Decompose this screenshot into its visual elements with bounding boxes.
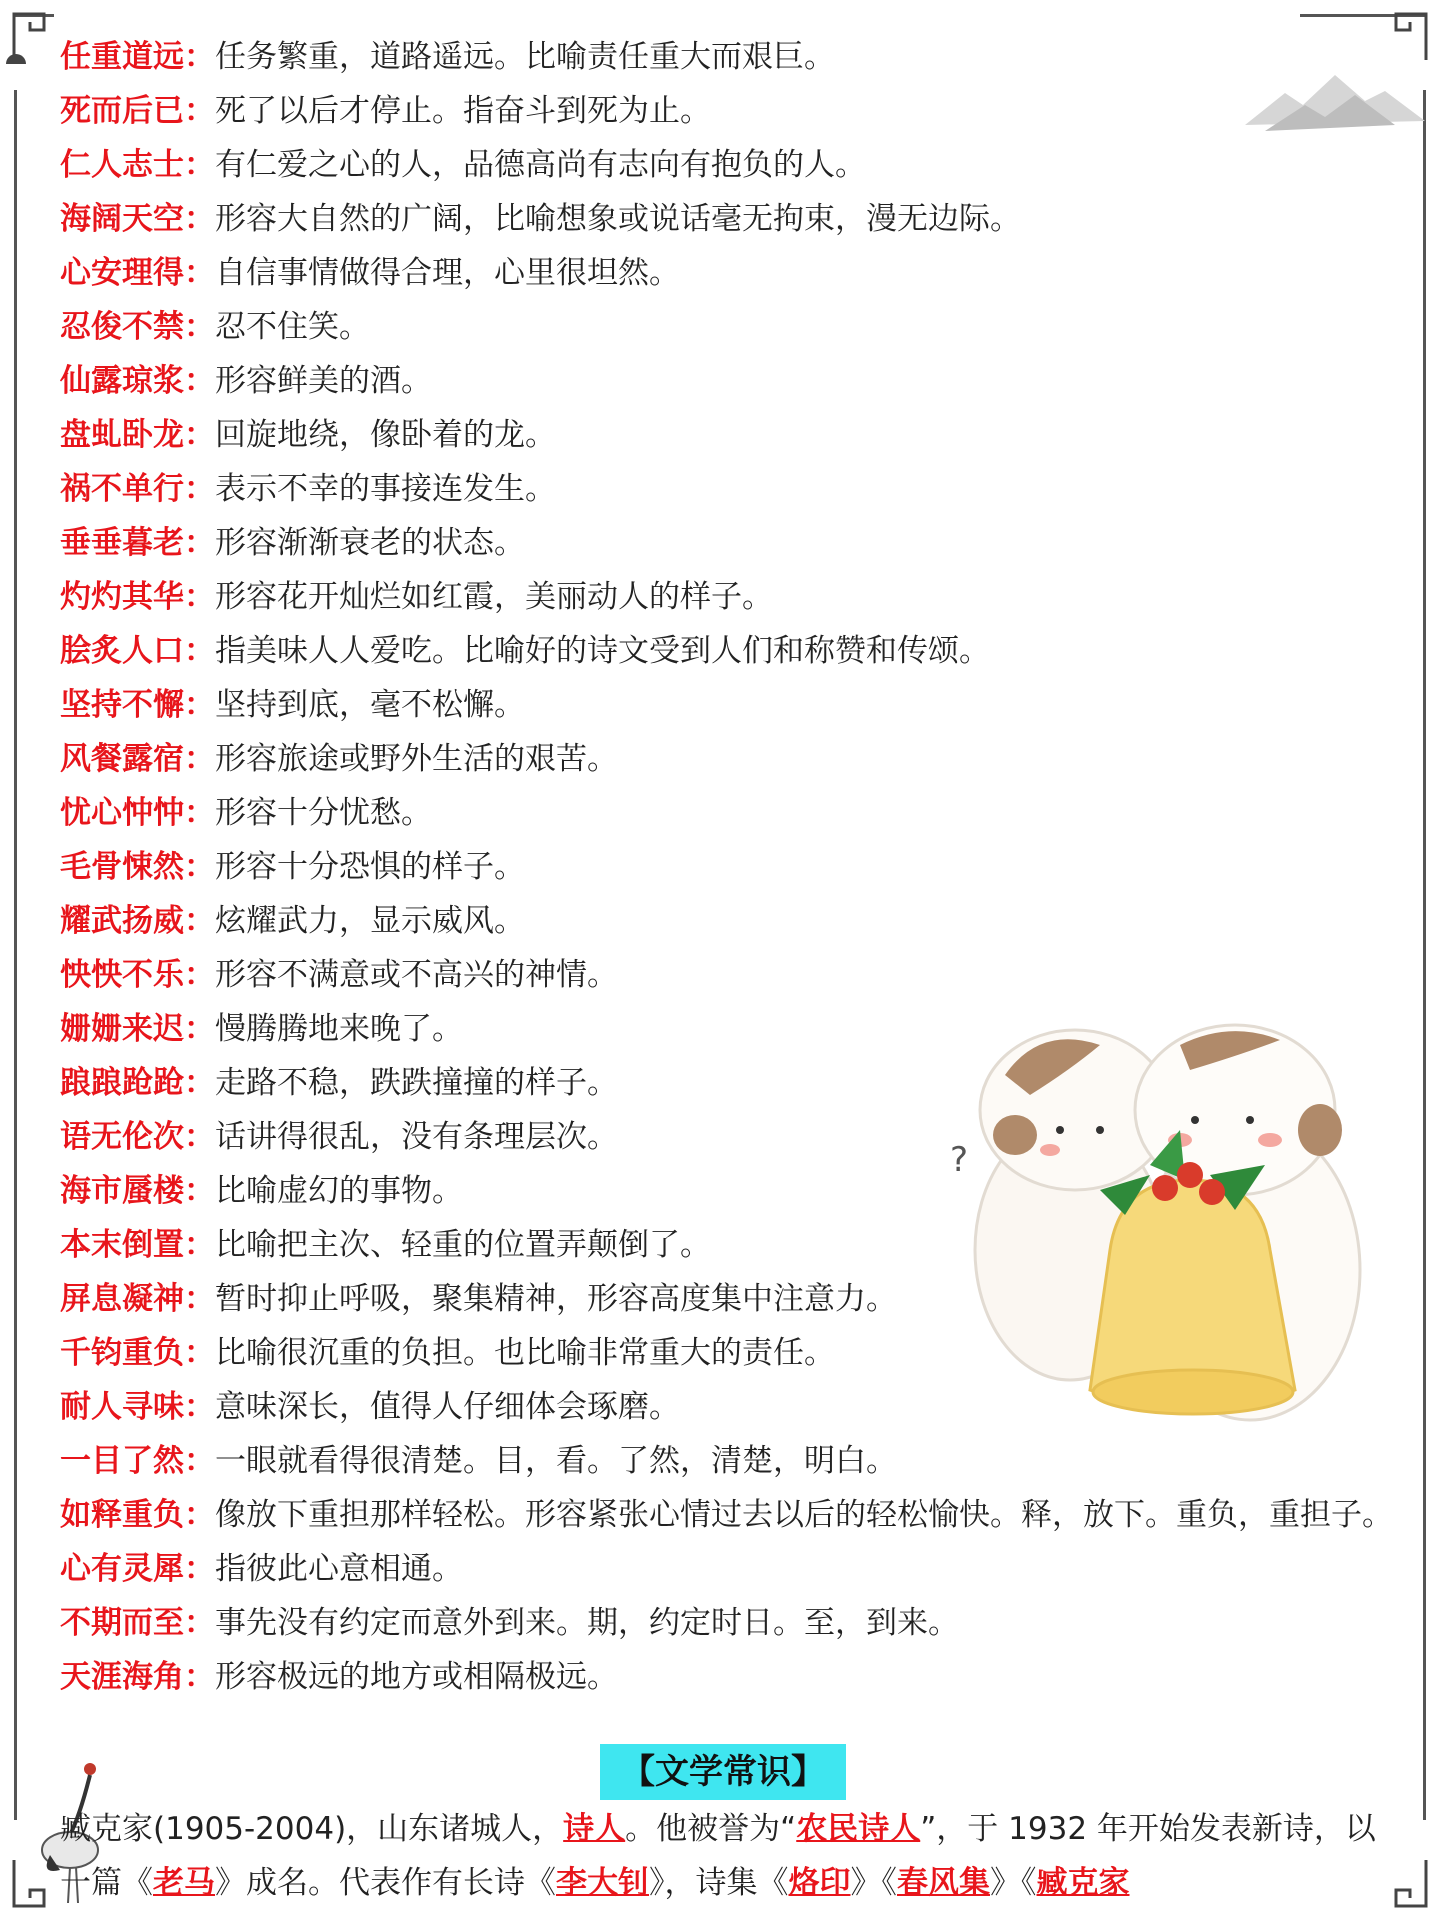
idiom-definition: 走路不稳，跌跌撞撞的样子。 bbox=[215, 1065, 618, 1101]
idiom-term: 如释重负 bbox=[60, 1497, 184, 1533]
idiom-separator: ： bbox=[184, 1065, 215, 1101]
idiom-entry bbox=[60, 300, 1400, 354]
idiom-entry bbox=[60, 1434, 1400, 1488]
idiom-separator: ： bbox=[184, 1389, 215, 1425]
idiom-definition: 形容不满意或不高兴的神情。 bbox=[215, 957, 618, 993]
idiom-entry bbox=[60, 462, 1400, 516]
idiom-entry bbox=[60, 786, 1400, 840]
idiom-term: 一目了然 bbox=[60, 1443, 184, 1479]
para-highlight: 臧克家 bbox=[1036, 1865, 1130, 1901]
idiom-separator: ： bbox=[184, 579, 215, 615]
idiom-term: 屏息凝神 bbox=[60, 1281, 184, 1317]
idiom-definition: 形容十分恐惧的样子。 bbox=[215, 849, 525, 885]
idiom-separator: ： bbox=[184, 93, 215, 129]
idiom-definition: 表示不幸的事接连发生。 bbox=[215, 471, 556, 507]
para-highlight: 诗人 bbox=[563, 1811, 626, 1847]
idiom-separator: ： bbox=[184, 417, 215, 453]
idiom-entry bbox=[60, 30, 1400, 84]
idiom-definition: 话讲得很乱，没有条理层次。 bbox=[215, 1119, 618, 1155]
para-text: 》《 bbox=[990, 1865, 1037, 1901]
idiom-definition: 自信事情做得合理，心里很坦然。 bbox=[215, 255, 680, 291]
idiom-definition: 形容大自然的广阔，比喻想象或说话毫无拘束，漫无边际。 bbox=[215, 201, 1021, 237]
question-mark-doodle: ? bbox=[950, 1140, 969, 1180]
idiom-separator: ： bbox=[184, 1605, 215, 1641]
idiom-term: 海阔天空 bbox=[60, 201, 184, 237]
idiom-term: 心有灵犀 bbox=[60, 1551, 184, 1587]
idiom-separator: ： bbox=[184, 471, 215, 507]
frame-right-line bbox=[1423, 90, 1426, 1820]
idiom-definition: 意味深长，值得人仔细体会琢磨。 bbox=[215, 1389, 680, 1425]
idiom-term: 本末倒置 bbox=[60, 1227, 184, 1263]
idiom-separator: ： bbox=[184, 633, 215, 669]
idiom-entry bbox=[60, 894, 1400, 948]
idiom-entry bbox=[60, 1542, 1400, 1596]
idiom-separator: ： bbox=[184, 1119, 215, 1155]
idiom-definition: 忍不住笑。 bbox=[215, 309, 370, 345]
idiom-separator: ： bbox=[184, 309, 215, 345]
idiom-term: 垂垂暮老 bbox=[60, 525, 184, 561]
idiom-term: 任重道远 bbox=[60, 39, 184, 75]
idiom-separator: ： bbox=[184, 687, 215, 723]
idiom-term: 耐人寻味 bbox=[60, 1389, 184, 1425]
idiom-definition: 形容极远的地方或相隔极远。 bbox=[215, 1659, 618, 1695]
idiom-entry bbox=[60, 678, 1400, 732]
idiom-separator: ： bbox=[184, 1497, 215, 1533]
idiom-definition: 炫耀武力，显示威风。 bbox=[215, 903, 525, 939]
idiom-definition: 死了以后才停止。指奋斗到死为止。 bbox=[215, 93, 711, 129]
idiom-term: 仙露琼浆 bbox=[60, 363, 184, 399]
para-text: 》，诗集《 bbox=[649, 1865, 789, 1901]
idiom-term: 风餐露宿 bbox=[60, 741, 184, 777]
idiom-entry bbox=[60, 570, 1400, 624]
idiom-separator: ： bbox=[184, 1443, 215, 1479]
idiom-definition: 事先没有约定而意外到来。期，约定时日。至，到来。 bbox=[215, 1605, 959, 1641]
idiom-list bbox=[60, 30, 1400, 1704]
idiom-separator: ： bbox=[184, 849, 215, 885]
idiom-term: 耀武扬威 bbox=[60, 903, 184, 939]
idiom-definition: 形容鲜美的酒。 bbox=[215, 363, 432, 399]
para-text: ”，于 1932 年开始发表新诗，以一篇《 bbox=[60, 1811, 1376, 1901]
idiom-separator: ： bbox=[184, 1173, 215, 1209]
idiom-term: 天涯海角 bbox=[60, 1659, 184, 1695]
idiom-definition: 指彼此心意相通。 bbox=[215, 1551, 463, 1587]
idiom-term: 忧心忡忡 bbox=[60, 795, 184, 831]
idiom-separator: ： bbox=[184, 1659, 215, 1695]
para-highlight: 李大钊 bbox=[556, 1865, 649, 1901]
idiom-entry bbox=[60, 246, 1400, 300]
idiom-definition: 比喻把主次、轻重的位置弄颠倒了。 bbox=[215, 1227, 711, 1263]
idiom-term: 仁人志士 bbox=[60, 147, 184, 183]
idiom-separator: ： bbox=[184, 525, 215, 561]
section-title-literary-knowledge: 【文学常识】 bbox=[600, 1744, 846, 1800]
idiom-definition: 比喻虚幻的事物。 bbox=[215, 1173, 463, 1209]
idiom-entry bbox=[60, 840, 1400, 894]
idiom-separator: ： bbox=[184, 1335, 215, 1371]
idiom-definition: 比喻很沉重的负担。也比喻非常重大的责任。 bbox=[215, 1335, 835, 1371]
idiom-entry bbox=[60, 354, 1400, 408]
idiom-entry bbox=[60, 732, 1400, 786]
idiom-term: 忍俊不禁 bbox=[60, 309, 184, 345]
idiom-separator: ： bbox=[184, 1227, 215, 1263]
idiom-separator: ： bbox=[184, 255, 215, 291]
idiom-separator: ： bbox=[184, 201, 215, 237]
para-text: 臧克家(1905-2004)，山东诸城人， bbox=[60, 1811, 564, 1847]
idiom-entry bbox=[60, 408, 1400, 462]
idiom-entry bbox=[60, 516, 1400, 570]
idiom-term: 姗姗来迟 bbox=[60, 1011, 184, 1047]
idiom-definition: 暂时抑止呼吸，聚集精神，形容高度集中注意力。 bbox=[215, 1281, 897, 1317]
idiom-term: 毛骨悚然 bbox=[60, 849, 184, 885]
idiom-term: 千钧重负 bbox=[60, 1335, 184, 1371]
idiom-separator: ： bbox=[184, 147, 215, 183]
idiom-entry bbox=[60, 84, 1400, 138]
idiom-separator: ： bbox=[184, 1551, 215, 1587]
idiom-term: 坚持不懈 bbox=[60, 687, 184, 723]
idiom-term: 心安理得 bbox=[60, 255, 184, 291]
idiom-term: 语无伦次 bbox=[60, 1119, 184, 1155]
idiom-separator: ： bbox=[184, 957, 215, 993]
idiom-definition: 有仁爱之心的人，品德高尚有志向有抱负的人。 bbox=[215, 147, 866, 183]
literary-knowledge-paragraph bbox=[60, 1802, 1400, 1910]
idiom-separator: ： bbox=[184, 1011, 215, 1047]
idiom-entry bbox=[60, 624, 1400, 678]
idiom-definition: 坚持到底，毫不松懈。 bbox=[215, 687, 525, 723]
idiom-definition: 指美味人人爱吃。比喻好的诗文受到人们和称赞和传颂。 bbox=[215, 633, 990, 669]
idiom-term: 不期而至 bbox=[60, 1605, 184, 1641]
corner-ornament-top-left-icon bbox=[4, 4, 64, 64]
idiom-definition: 一眼就看得很清楚。目，看。了然，清楚，明白。 bbox=[215, 1443, 897, 1479]
para-text: 。他被誉为“ bbox=[625, 1811, 797, 1847]
idiom-term: 盘虬卧龙 bbox=[60, 417, 184, 453]
cats-with-bell-illustration-icon bbox=[950, 1000, 1410, 1440]
idiom-term: 脍炙人口 bbox=[60, 633, 184, 669]
para-highlight: 老马 bbox=[153, 1865, 215, 1901]
idiom-separator: ： bbox=[184, 741, 215, 777]
idiom-term: 怏怏不乐 bbox=[60, 957, 184, 993]
idiom-term: 死而后已 bbox=[60, 93, 184, 129]
idiom-separator: ： bbox=[184, 795, 215, 831]
idiom-entry bbox=[60, 1650, 1400, 1704]
idiom-term: 海市蜃楼 bbox=[60, 1173, 184, 1209]
para-highlight: 农民诗人 bbox=[796, 1811, 921, 1847]
idiom-definition: 形容旅途或野外生活的艰苦。 bbox=[215, 741, 618, 777]
idiom-separator: ： bbox=[184, 1281, 215, 1317]
idiom-definition: 慢腾腾地来晚了。 bbox=[215, 1011, 463, 1047]
idiom-definition: 回旋地绕，像卧着的龙。 bbox=[215, 417, 556, 453]
idiom-definition: 任务繁重，道路遥远。比喻责任重大而艰巨。 bbox=[215, 39, 835, 75]
idiom-entry bbox=[60, 138, 1400, 192]
idiom-entry bbox=[60, 948, 1400, 1002]
idiom-entry bbox=[60, 192, 1400, 246]
para-text: 》《 bbox=[850, 1865, 897, 1901]
frame-left-line bbox=[14, 90, 17, 1820]
para-text: 》成名。代表作有长诗《 bbox=[215, 1865, 556, 1901]
idiom-term: 灼灼其华 bbox=[60, 579, 184, 615]
idiom-definition: 形容花开灿烂如红霞，美丽动人的样子。 bbox=[215, 579, 773, 615]
idiom-entry bbox=[60, 1596, 1400, 1650]
idiom-definition: 形容渐渐衰老的状态。 bbox=[215, 525, 525, 561]
idiom-separator: ： bbox=[184, 39, 215, 75]
idiom-term: 祸不单行 bbox=[60, 471, 184, 507]
idiom-separator: ： bbox=[184, 363, 215, 399]
idiom-entry bbox=[60, 1488, 1400, 1542]
idiom-term: 踉踉跄跄 bbox=[60, 1065, 184, 1101]
para-highlight: 春风集 bbox=[897, 1865, 990, 1901]
idiom-definition: 像放下重担那样轻松。形容紧张心情过去以后的轻松愉快。释，放下。重负，重担子。 bbox=[215, 1497, 1393, 1533]
idiom-separator: ： bbox=[184, 903, 215, 939]
para-highlight: 烙印 bbox=[788, 1865, 851, 1901]
idiom-definition: 形容十分忧愁。 bbox=[215, 795, 432, 831]
